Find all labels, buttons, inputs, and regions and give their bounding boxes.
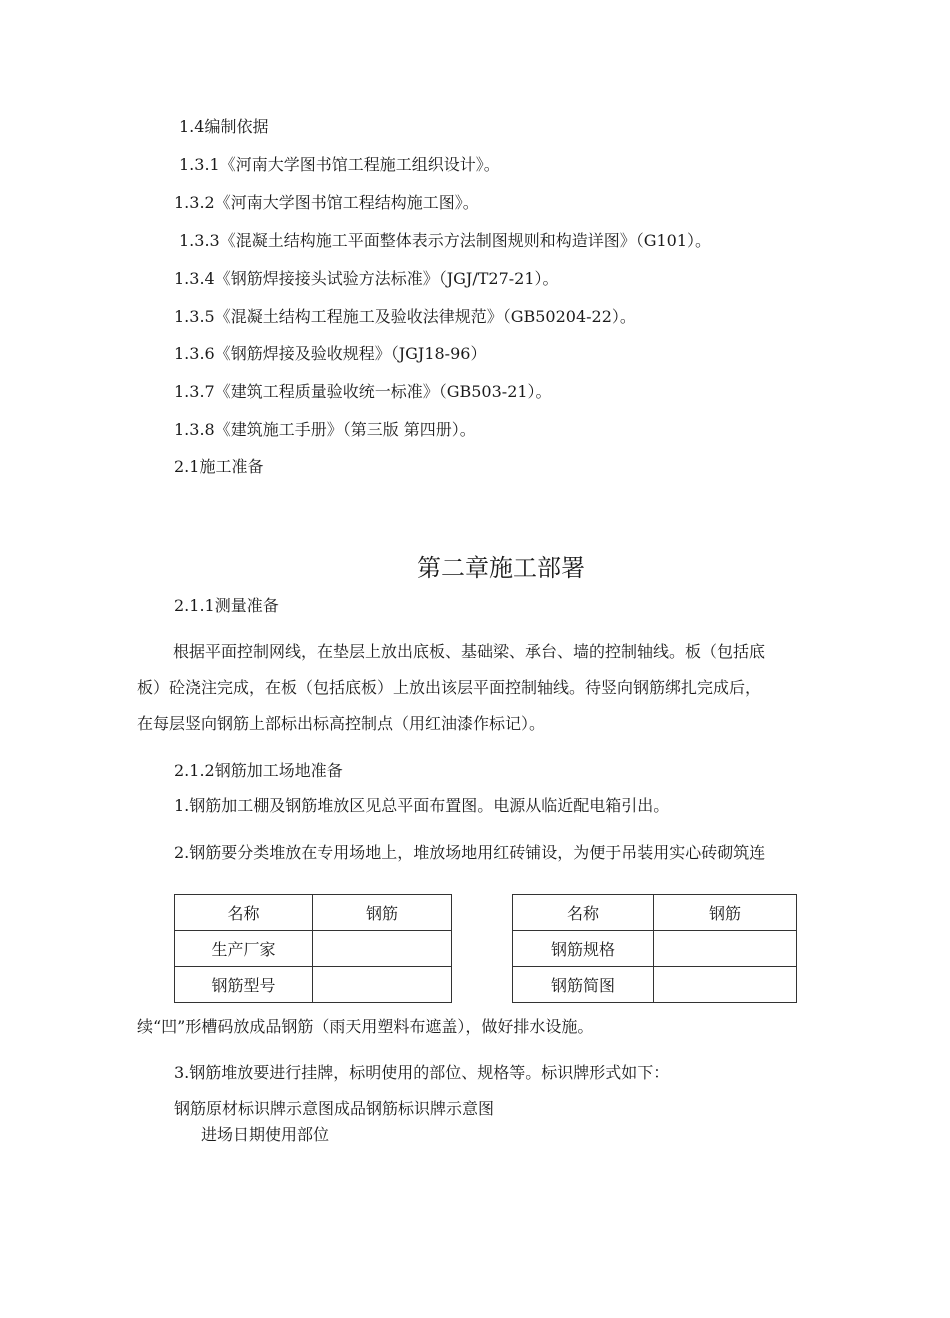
right-table bbox=[512, 894, 797, 1003]
section-2-1-2-title: 2.1.2钢筋加工场地准备 bbox=[174, 761, 343, 780]
line-1-3-1: 1.3.1《河南大学图书馆工程施工组织设计》。 bbox=[179, 155, 500, 174]
table-row bbox=[175, 967, 452, 1003]
table-cell: 钢筋简图 bbox=[513, 967, 654, 1003]
line-1-3-7: 1.3.7《建筑工程质量验收统一标准》（GB503-21）。 bbox=[174, 382, 552, 401]
line-1-3-5: 1.3.5《混凝土结构工程施工及验收法律规范》（GB50204-22）。 bbox=[174, 307, 636, 326]
section-2-1-2-item-1: 1.钢筋加工棚及钢筋堆放区见总平面布置图。电源从临近配电箱引出。 bbox=[174, 796, 670, 815]
continuation-text: 续“凹”形槽码放成品钢筋（雨天用塑料布遮盖），做好排水设施。 bbox=[137, 1017, 594, 1036]
table-cell: 钢筋 bbox=[654, 895, 797, 931]
paragraph-line-1: 根据平面控制网线，在垫层上放出底板、基础梁、承台、墙的控制轴线。板（包括底 bbox=[173, 642, 766, 661]
section-2-1-1-title: 2.1.1测量准备 bbox=[174, 596, 279, 615]
line-1-4: 1.4编制依据 bbox=[179, 117, 269, 136]
sign-subcaption: 进场日期使用部位 bbox=[201, 1125, 330, 1144]
table-row bbox=[513, 967, 797, 1003]
table-cell bbox=[313, 931, 452, 967]
line-1-3-6: 1.3.6《钢筋焊接及验收规程》（JGJ18-96） bbox=[174, 344, 487, 363]
section-2-1-1-paragraph bbox=[137, 634, 837, 742]
table-row bbox=[175, 931, 452, 967]
line-1-3-3: 1.3.3《混凝土结构施工平面整体表示方法制图规则和构造详图》（G101）。 bbox=[179, 231, 712, 250]
line-1-3-8: 1.3.8《建筑施工手册》（第三版 第四册）。 bbox=[174, 420, 476, 439]
table-row bbox=[513, 895, 797, 931]
line-2-1: 2.1施工准备 bbox=[174, 457, 264, 476]
table-cell bbox=[654, 967, 797, 1003]
paragraph-line-2: 板）砼浇注完成，在板（包括底板）上放出该层平面控制轴线。待竖向钢筋绑扎完成后， bbox=[137, 678, 762, 697]
table-row bbox=[175, 895, 452, 931]
table-cell bbox=[654, 931, 797, 967]
table-cell: 钢筋规格 bbox=[513, 931, 654, 967]
paragraph-line-3: 在每层竖向钢筋上部标出标高控制点（用红油漆作标记）。 bbox=[137, 714, 546, 733]
table-cell: 生产厂家 bbox=[175, 931, 313, 967]
table-cell: 名称 bbox=[175, 895, 313, 931]
table-cell bbox=[313, 967, 452, 1003]
table-cell: 钢筋 bbox=[313, 895, 452, 931]
table-cell: 名称 bbox=[513, 895, 654, 931]
section-2-1-2-item-3: 3.钢筋堆放要进行挂牌，标明使用的部位、规格等。标识牌形式如下： bbox=[174, 1063, 670, 1082]
line-1-3-2: 1.3.2《河南大学图书馆工程结构施工图》。 bbox=[174, 193, 479, 212]
table-cell: 钢筋型号 bbox=[175, 967, 313, 1003]
chapter-title: 第二章施工部署 bbox=[417, 554, 585, 582]
left-table bbox=[174, 894, 452, 1003]
section-2-1-2-item-2: 2.钢筋要分类堆放在专用场地上，堆放场地用红砖铺设，为便于吊装用实心砖砌筑连 bbox=[174, 843, 766, 862]
sign-caption: 钢筋原材标识牌示意图成品钢筋标识牌示意图 bbox=[174, 1099, 495, 1118]
line-1-3-4: 1.3.4《钢筋焊接接头试验方法标准》（JGJ/T27-21）。 bbox=[174, 269, 559, 288]
table-row bbox=[513, 931, 797, 967]
